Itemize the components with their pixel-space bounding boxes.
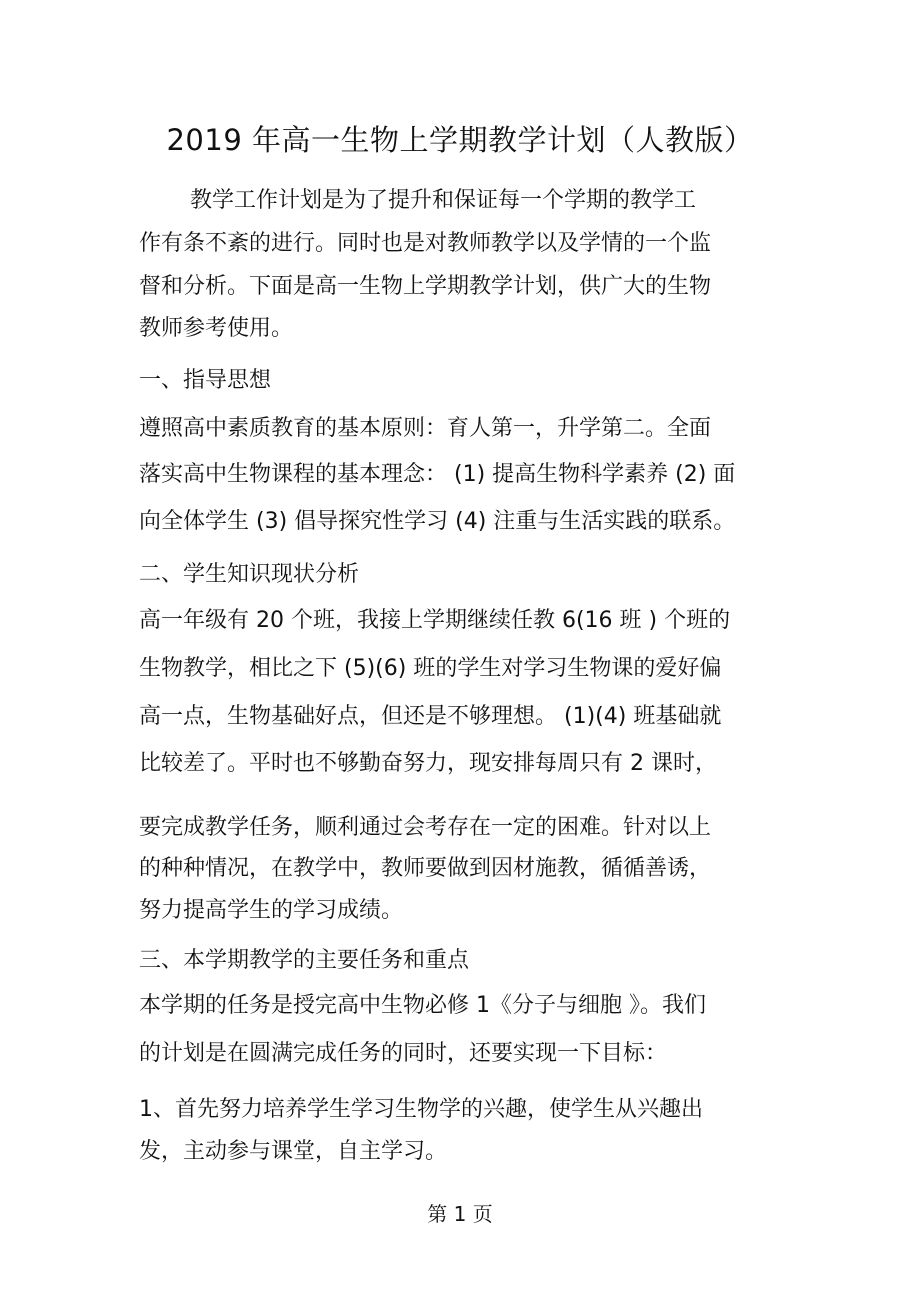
section2-line-5: 要完成教学任务，顺利通过会考存在一定的困难。针对以上 bbox=[139, 815, 712, 840]
page-title: 2019 年高一生物上学期教学计划（人教版） bbox=[166, 123, 754, 157]
section1-line-1: 遵照高中素质教育的基本原则：育人第一，升学第二。全面 bbox=[139, 416, 712, 441]
section3-line-4: 发，主动参与课堂，自主学习。 bbox=[139, 1139, 448, 1164]
section3-line-1: 本学期的任务是授完高中生物必修 1《分子与细胞 》。我们 bbox=[139, 993, 706, 1018]
section3-line-2: 的计划是在圆满完成任务的同时，还要实现一下目标： bbox=[139, 1041, 668, 1066]
section2-line-4: 比较差了。平时也不够勤奋努力，现安排每周只有 2 课时， bbox=[139, 751, 717, 776]
section-heading-3: 三、本学期教学的主要任务和重点 bbox=[139, 948, 470, 973]
section2-line-1: 高一年级有 20 个班，我接上学期继续任教 6(16 班 ) 个班的 bbox=[139, 608, 731, 633]
intro-line-4: 教师参考使用。 bbox=[139, 316, 294, 341]
section3-line-3: 1、首先努力培养学生学习生物学的兴趣，使学生从兴趣出 bbox=[139, 1097, 703, 1122]
section-heading-1: 一、指导思想 bbox=[139, 368, 272, 393]
intro-line-1: 教学工作计划是为了提升和保证每一个学期的教学工 bbox=[190, 188, 697, 213]
section1-line-2: 落实高中生物课程的基本理念： (1) 提高生物科学素养 (2) 面 bbox=[139, 462, 736, 487]
intro-line-2: 作有条不紊的进行。同时也是对教师教学以及学情的一个监 bbox=[139, 231, 712, 256]
intro-line-3: 督和分析。下面是高一生物上学期教学计划，供广大的生物 bbox=[139, 274, 712, 299]
section1-line-3: 向全体学生 (3) 倡导探究性学习 (4) 注重与生活实践的联系。 bbox=[139, 509, 736, 534]
page-number: 第 1 页 bbox=[427, 1202, 493, 1226]
section2-line-3: 高一点，生物基础好点，但还是不够理想。 (1)(4) 班基础就 bbox=[139, 704, 722, 729]
section2-line-6: 的种种情况，在教学中，教师要做到因材施教，循循善诱， bbox=[139, 856, 712, 881]
section2-line-2: 生物教学，相比之下 (5)(6) 班的学生对学习生物课的爱好偏 bbox=[139, 656, 722, 681]
section-heading-2: 二、学生知识现状分析 bbox=[139, 562, 360, 587]
section2-line-7: 努力提高学生的学习成绩。 bbox=[139, 898, 404, 923]
